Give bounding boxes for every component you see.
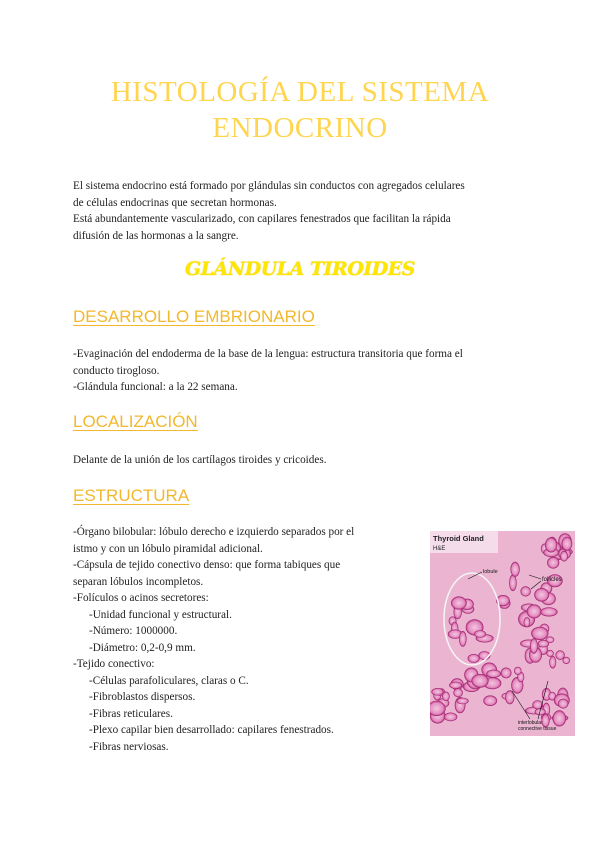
estructura-line: -Unidad funcional y estructural.: [89, 608, 232, 621]
page-title-line-2: ENDOCRINO: [212, 112, 388, 144]
page-title: [0, 74, 600, 146]
figure-subtitle: H&E: [433, 546, 446, 552]
follicle-shape: [449, 682, 461, 689]
estructura-line: -Fibras nerviosas.: [89, 740, 169, 753]
heading-localizacion: LOCALIZACIÓN: [73, 412, 198, 431]
follicle-shape: [531, 627, 548, 640]
desarrollo-paragraph: [73, 346, 543, 396]
estructura-line: -Folículos o acinos secretores:: [73, 592, 209, 604]
estructura-line: -Tejido conectivo:: [73, 658, 155, 670]
gland-title: GLÁNDULA TIROIDES: [185, 258, 415, 280]
follicle-shape: [432, 688, 444, 695]
follicle-shape: [509, 575, 516, 591]
follicle-shape: [527, 605, 541, 618]
follicle-shape: [459, 631, 466, 646]
estructura-line: -Número: 1000000.: [89, 625, 178, 637]
follicle-shape: [472, 674, 489, 687]
estructura-line: istmo y con un lóbulo piramidal adicional.: [73, 542, 263, 555]
follicle-shape: [521, 587, 531, 597]
follicle-shape: [524, 617, 530, 627]
follicle-shape: [468, 654, 480, 662]
heading-desarrollo: DESARROLLO EMBRIONARIO: [73, 307, 315, 326]
follicle-shape: [562, 537, 572, 550]
follicle-shape: [558, 699, 568, 708]
follicle-shape: [547, 557, 559, 568]
desarrollo-line: -Glándula funcional: a la 22 semana.: [73, 381, 238, 393]
follicle-shape: [553, 711, 566, 727]
intro-line: difusión de las hormonas a la sangre.: [73, 229, 239, 242]
estructura-line: -Fibras reticulares.: [89, 707, 173, 720]
follicle-shape: [511, 562, 520, 576]
follicle-shape: [487, 670, 501, 678]
estructura-line: -Diámetro: 0,2-0,9 mm.: [89, 641, 196, 654]
follicle-shape: [430, 701, 445, 716]
intro-paragraph: [73, 178, 543, 244]
heading-estructura: ESTRUCTURA: [73, 486, 190, 505]
follicle-shape: [454, 689, 463, 697]
follicle-shape: [474, 631, 485, 638]
intro-line: El sistema endocrino está formado por glándulas sin conductos con agregados celulares: [73, 180, 465, 192]
follicle-shape: [514, 667, 521, 675]
desarrollo-line: -Evaginación del endoderma de la base de la lengua: estructura transitoria que forma el: [73, 348, 463, 360]
estructura-line: -Fibroblastos dispersos.: [89, 691, 196, 703]
follicle-shape: [541, 608, 558, 617]
estructura-line: -Órgano bilobular: lóbulo derecho e izquierdo separados por el: [73, 526, 355, 538]
label-lobule: lobule: [483, 569, 498, 575]
figure-title: Thyroid Gland: [433, 534, 484, 543]
follicle-shape: [451, 597, 466, 610]
intro-line: Está abundantemente vascularizado, con capilares fenestrados que facilitan la rápida: [73, 213, 451, 225]
estructura-line: -Plexo capilar bien desarrollado: capilares fenestrados.: [89, 724, 334, 736]
follicle-shape: [545, 538, 557, 553]
follicle-shape: [563, 657, 570, 664]
follicle-shape: [538, 640, 549, 647]
estructura-line: separan lóbulos incompletos.: [73, 575, 204, 588]
follicle-shape: [535, 588, 549, 601]
label-connective-2: connective tissue: [518, 726, 557, 732]
thyroid-tissue-illustration: [430, 531, 575, 736]
estructura-line: -Células parafoliculares, claras o C.: [89, 674, 249, 687]
label-follicles: follicles: [542, 577, 562, 583]
estructura-line: -Cápsula de tejido conectivo denso: que forma tabiques que: [73, 559, 341, 571]
follicle-shape: [561, 551, 568, 561]
follicle-shape: [457, 698, 469, 704]
follicle-shape: [530, 639, 537, 654]
label-connective-1: interlobular: [518, 720, 543, 726]
follicle-shape: [484, 696, 497, 706]
localizacion-line: Delante de la unión de los cartílagos tiroides y cricoides.: [73, 454, 327, 466]
follicle-shape: [444, 713, 457, 721]
estructura-list: [73, 524, 413, 755]
desarrollo-line: conducto tirogloso.: [73, 364, 160, 377]
localizacion-paragraph: [73, 452, 543, 469]
intro-line: de células endocrinas que secretan hormonas.: [73, 196, 277, 209]
follicle-shape: [501, 668, 511, 678]
follicle-shape: [550, 656, 556, 668]
thyroid-histology-image: [430, 531, 575, 736]
page-title-line-1: HISTOLOGÍA DEL SISTEMA: [110, 76, 490, 108]
follicle-shape: [442, 692, 449, 701]
